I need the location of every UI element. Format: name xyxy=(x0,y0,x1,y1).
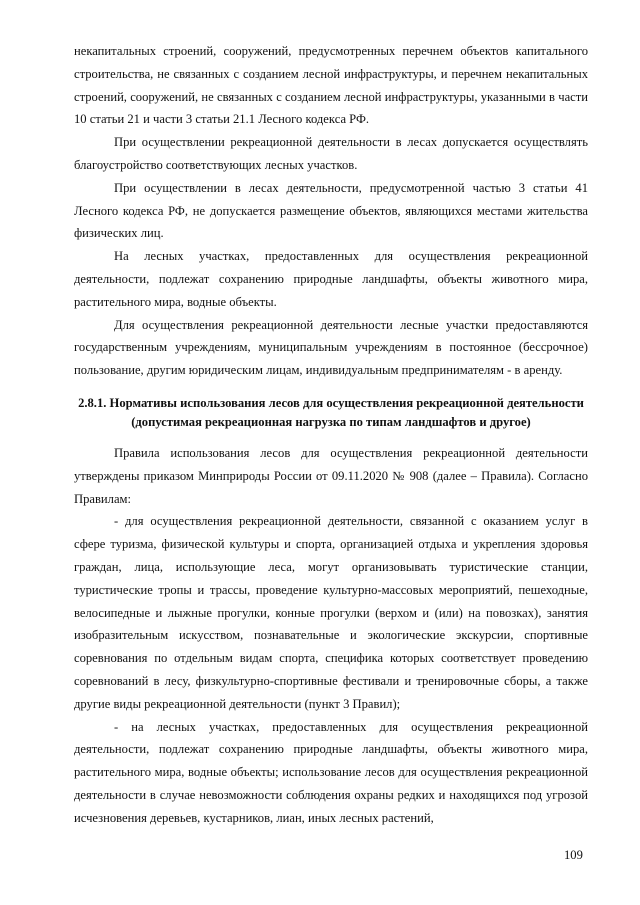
page-number: 109 xyxy=(564,848,583,862)
body-text xyxy=(74,40,588,830)
section-heading: 2.8.1. Нормативы использования лесов для осуществления рекреационной деятельности (допустимая рекреационная нагрузка по типам ландшафтов и другое) xyxy=(78,395,584,429)
paragraph-preservation: На лесных участках, предоставленных для осуществления рекреационной деятельности, подлежат сохранению природные ландшафты, объекты животного мира, растительного мира, водные объекты. xyxy=(74,249,588,309)
paragraph-continuation: некапитальных строений, сооружений, предусмотренных перечнем объектов капитального строительства, не связанных с созданием лесной инфраструктуры, и перечнем некапитальных строений, сооружений, не связанных с созданием лесной инфраструктуры, указанными в части 10 статьи 21 и части 3 статьи 21.1 Лесного кодекса РФ. xyxy=(74,44,588,127)
paragraph-residence-ban: При осуществлении в лесах деятельности, предусмотренной частью 3 статьи 41 Лесного кодекса РФ, не допускается размещение объектов, являющихся местами жительства физических лиц. xyxy=(74,180,588,241)
list-item-recreation-activities: - для осуществления рекреационной деятельности, связанной с оказанием услуг в сфере туризма, физической культуры и спорта, организацией отдыха и укрепления здоровья граждан, лица, использующие леса, могут организовывать туристические станции, туристические тропы и трассы, проведение культурно-массовых мероприятий, пешеходные, велосипедные и лыжные прогулки, конные прогулки (верхом и (или) на повозках), занятия изобразительным искусством, познавательные и экологические экскурсии, спортивные соревнования по отдельным видам спорта, специфика которых соответствует проведению соревнований в лесу, физкультурно-спортивные фестивали и тренировочные сборы, а также другие виды рекреационной деятельности (пункт 3 Правил); xyxy=(74,514,588,711)
paragraph-rules-intro: Правила использования лесов для осуществления рекреационной деятельности утверждены приказом Минприроды России от 09.11.2020 № 908 (далее – Правила). Согласно Правилам: xyxy=(74,445,588,506)
list-item-preservation: - на лесных участках, предоставленных для осуществления рекреационной деятельности, подлежат сохранению природные ландшафты, объекты животного мира, растительного мира, водные объекты; использование лесов для осуществления рекреационной деятельности в случае невозможности соблюдения охраны редких и находящихся под угрозой исчезновения деревьев, кустарников, лиан, иных лесных растений, xyxy=(74,719,588,825)
paragraph-allocation: Для осуществления рекреационной деятельности лесные участки предоставляются государственным учреждениям, муниципальным учреждениям в постоянное (бессрочное) пользование, другим юридическим лицам, индивидуальным предпринимателям - в аренду. xyxy=(74,317,588,378)
paragraph-landscaping: При осуществлении рекреационной деятельности в лесах допускается осуществлять благоустройство соответствующих лесных участков. xyxy=(74,135,588,172)
